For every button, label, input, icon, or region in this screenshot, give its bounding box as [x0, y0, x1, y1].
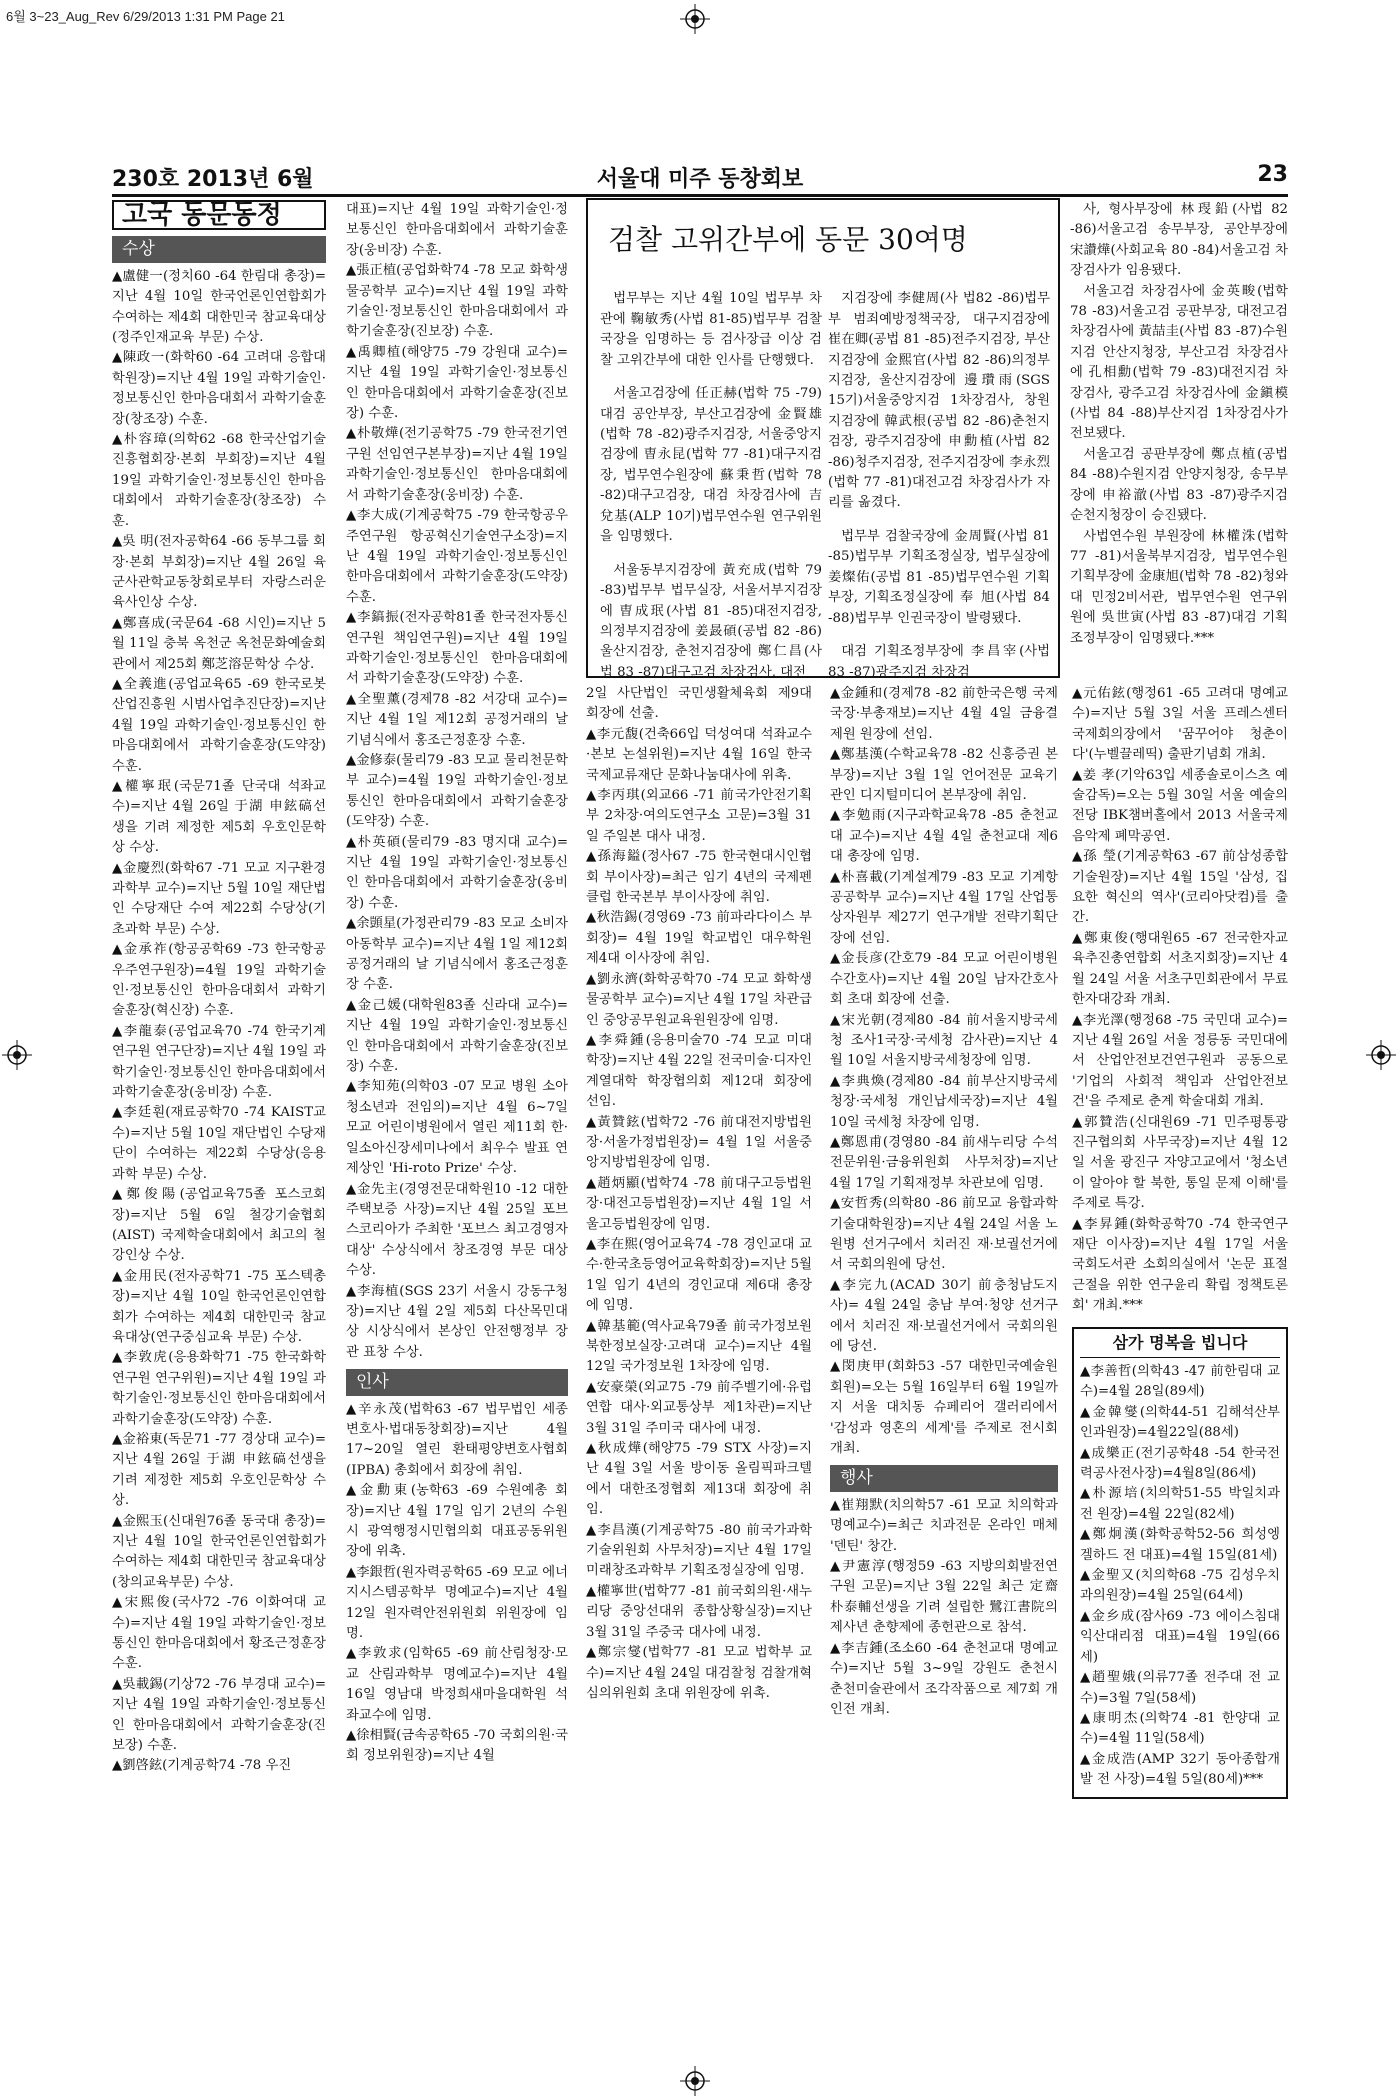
paragraph: ▲姜 孝(기악63입 세종솔로이스츠 예술감독)=오는 5월 30일 서울 예술의 전당 IBK챔버홀에서 2013 서울국제음악제 폐막공연.: [1072, 767, 1288, 844]
paragraph: ▲李丙琪(외교66 -71 前국가안전기획부 2차장·여의도연구소 고문)=3월 31일 주일본 대사 내정.: [586, 788, 812, 844]
paragraph: ▲金長彦(간호79 -84 모교 어린이병원 수간호사)=지난 4월 20일 남자간호사회 초대 회장에 선출.: [830, 951, 1058, 1008]
page-number: 23: [1257, 162, 1288, 187]
paragraph: ▲李典煥(경제80 -84 前부산지방국세청장·국세청 개인납세국장)=지난 4월 10일 국세청 차장에 임명.: [830, 1073, 1058, 1130]
paragraph: ▲崔翔默(치의학57 -61 모교 치의학과 명예교수)=최근 치과전문 온라인 매체 '덴틴' 창간.: [830, 1497, 1058, 1554]
paragraph: ▲李吉鍾(조소60 -64 춘천교대 명예교수)=지난 5월 3~9일 강원도 춘천시 춘천미술관에서 조각작품으로 제7회 개인전 개최.: [830, 1640, 1058, 1717]
paragraph: ▲安哲秀(의학80 -86 前모교 융합과학기술대학원장)=지난 4월 24일 서울 노원병 선거구에서 치러진 재·보궐선거에서 국회의원에 당선.: [830, 1196, 1058, 1273]
feature-headline: 검찰 고위간부에 동문 30여명: [608, 223, 968, 256]
paragraph: ▲張正植(공업화학74 -78 모교 화학생물공학부 교수)=지난 4월 19일 과학기술인·정보통신인 한마음대회에서 과학기술훈장(진보장) 수훈.: [346, 263, 568, 340]
paragraph: ▲李勉雨(지구과학교육78 -85 춘천교대 교수)=지난 4월 4일 춘천교대 제6대 총장에 임명.: [830, 808, 1058, 865]
paragraph: ▲郭贊浩(신대원69 -71 민주평통광진구협의회 사무국장)=지난 4월 12일 서울 광진구 자양고교에서 '청소년이 알아야 할 북한, 통일 문제 이해'를 주제로 특강.: [1072, 1114, 1288, 1212]
paragraph: ▲金成浩(AMP 32기 동아종합개발 전 사장)=4월 5일(80세)***: [1080, 1751, 1280, 1788]
column-1-body: [112, 267, 326, 1777]
section-header-personnel: 인사: [346, 1369, 568, 1395]
paragraph: ▲宋光朝(경제80 -84 前서울지방국세청 조사1국장·국세청 감사관)=지난 4월 10일 서울지방국세청장에 임명.: [830, 1012, 1058, 1069]
paragraph: ▲李銀哲(원자력공학65 -69 모교 에너지시스템공학부 명예교수)=지난 4월 12일 원자력안전위원회 위원장에 임명.: [346, 1564, 568, 1642]
paragraph: ▲鄭宗燮(법학77 -81 모교 법학부 교수)=지난 4월 24일 대검찰청 검찰개혁심의위원회 초대 위원장에 위촉.: [586, 1645, 812, 1701]
paragraph: ▲孫海鎰(정사67 -75 한국현대시인협회 부이사장)=최근 임기 4년의 국제펜클럽 한국본부 부이사장에 취임.: [586, 849, 812, 906]
paragraph: ▲李知苑(의학03 -07 모교 병원 소아청소년과 전임의)=지난 4월 6~7일 모교 어린이병원에서 열린 제11회 한·일소아신장세미나에서 최우수 발표 연제상인 'Hi-roto Prize' 수상.: [346, 1079, 568, 1177]
paragraph: ▲黃贊鉉(법학72 -76 前대전지방법원장·서울가정법원장)= 4월 1일 서울중앙지방법원장에 임명.: [586, 1114, 812, 1171]
column-1: [112, 200, 326, 1777]
paragraph: ▲尹憲淳(행정59 -63 지방의회발전연구원 고문)=지난 3월 22일 최근 定齋 朴泰輔선생을 기려 설립한 鷺江書院의 제사년 춘향제에 종헌관으로 참석.: [830, 1559, 1058, 1636]
feature-column-1: [600, 276, 822, 697]
paragraph: ▲金乡成(잠사69 -73 에이스침대 익산대리점 대표)=4월 19일(66세): [1080, 1608, 1280, 1665]
paragraph: ▲閔庚甲(회화53 -57 대한민국예술원 회원)=오는 5월 16일부터 6월 19일까지 서울 대치동 슈페리어 갤러리에서 '감성과 영혼의 세계'를 주제로 전시회 개최.: [830, 1359, 1058, 1457]
column-2: [346, 200, 568, 1767]
paragraph: 사, 형사부장에 林琝鉛(사법 82 -86)서울고검 송무부장, 공안부장에 宋讚燁(사회교육 80 -84)서울고검 차장검사가 임용됐다.: [1070, 202, 1288, 279]
paragraph: ▲朴源培(치의학51-55 박일치과 전 원장)=4월 22일(82세): [1080, 1486, 1280, 1522]
paragraph: ▲鄭東俊(행대원65 -67 전국한자교육추진총연합회 서초지회장)=지난 4월 24일 서울 서초구민회관에서 무료 한자대강좌 개최.: [1072, 930, 1288, 1008]
paragraph: ▲陳政一(화학60 -64 고려대 응합대학원장)=지난 4월 19일 과학기술인·정보통신인 한마음대회서 과학기술훈장(창조장) 수훈.: [112, 350, 326, 427]
paragraph: ▲朴容璋(의학62 -68 한국산업기술진흥협회장·본회 부회장)=지난 4월 19일 과학기술인·정보통신인 한마음대회에서 과학기술훈장(창조장) 수훈.: [112, 432, 326, 529]
paper-title: 서울대 미주 동창회보: [596, 167, 804, 192]
paragraph: ▲權寧珉(국문71졸 단국대 석좌교수)=지난 4월 26일 于湖 申鉉碻선생을 기려 제정한 제5회 우호인문학상 수상.: [112, 778, 326, 856]
paragraph: 서울고검 차장검사에 金英畯(법학 78 -83)서울고검 공판부장, 대전고검 차장검사에 黃喆圭(사법 83 -87)수원지검 안산지청장, 부산고검 차장검사에 孔相勳(법학 79 -83)대전지검 차장검사, 광주고검 차장검사에 金鎭模(사법 84 -88)부산지검 1차장검사가 전보됐다.: [1070, 283, 1288, 442]
page-header: [112, 162, 1288, 197]
paragraph: ▲金慶烈(화학67 -71 모교 지구환경과학부 교수)=지난 5월 10일 재단법인 수당재단 수여 제22회 수당상(기초과학 부문) 수상.: [112, 860, 326, 937]
paragraph: ▲李敦求(임학65 -69 前산림청장·모교 산림과학부 명예교수)=지난 4월 16일 영남대 박정희새마을대학원 석좌교수에 임명.: [346, 1646, 568, 1723]
paragraph: ▲吳 明(전자공학64 -66 동부그룹 회장·본회 부회장)=지난 4월 26일 육군사관학교동창회로부터 자랑스러운 육사인상 수상.: [112, 534, 326, 611]
section-title: 고국 동문동정: [112, 200, 326, 230]
paragraph: ▲李廷훤(재료공학70 -74 KAIST교수)=지난 5월 10일 재단법인 수당재단이 수여하는 제22회 수당상(응용과학 부문) 수상.: [112, 1105, 326, 1182]
paragraph: ▲李昇鍾(화학공학70 -74 한국연구재단 이사장)=지난 4월 17일 서울 국회도서관 소회의실에서 '논문 표절 근절을 위한 연구윤리 확립 정책토론회' 개최.***: [1072, 1216, 1288, 1314]
paragraph: ▲李敦虎(응용화학71 -75 한국화학연구원 연구위원)=지난 4월 19일 과학기술인·정보통신인 한마음대회에서 과학기술훈장(도약장) 수훈.: [112, 1350, 326, 1427]
column-4-events-body: [830, 1496, 1058, 1720]
paragraph: ▲金裕東(독문71 -77 경상대 교수)=지난 4월 26일 于湖 申鉉碻선생을 기려 제정한 제5회 우호인문학상 수상.: [112, 1431, 326, 1509]
paragraph: ▲徐相賢(금속공학65 -70 국회의원·국회 정보위원장)=지난 4월: [346, 1728, 568, 1764]
paragraph: ▲金用民(전자공학71 -75 포스텍총장)=지난 4월 10일 한국언론인연합회가 수여하는 제4회 대한민국 참교육대상(연구중심교육 부문) 수상.: [112, 1268, 326, 1345]
paragraph: ▲李元馥(건축66입 덕성여대 석좌교수·본보 논설위원)=지난 4월 16일 한국국제교류재단 문화나눔대사에 위촉.: [586, 726, 812, 783]
memorial-title: 삼가 명복을 빕니다: [1080, 1333, 1280, 1358]
paragraph: ▲成樂正(전기공학48 -54 한국전력공사전사장)=4월8일(86세): [1080, 1445, 1280, 1482]
paragraph: ▲朴喜載(기계설계79 -83 모교 기계항공공학부 교수)=지난 4월 17일 산업통상자원부 제27기 연구개발 전략기획단장에 선임.: [830, 869, 1058, 946]
paragraph: ▲全聖薰(경제78 -82 서강대 교수)=지난 4월 1일 제12회 공정거래의 날 기념식에서 홍조근정훈장 수훈.: [346, 691, 568, 748]
memorial-list: [1080, 1362, 1280, 1791]
paragraph: ▲孫 瑩(기계공학63 -67 前삼성종합기술원장)=지난 4월 15일 '삼성, 집요한 혁신의 역사'(코리아닷컴)를 출간.: [1072, 849, 1288, 926]
paragraph: ▲全義進(공업교육65 -69 한국로봇산업진흥원 시범사업추진단장)=지난 4월 19일 과학기술인·정보통신인 한마음대회에서 과학기술훈장(도약장) 수훈.: [112, 676, 326, 774]
paragraph: ▲安豪榮(외교75 -79 前주벨기에·유럽연합 대사·외교통상부 제1차관)=지난 3월 31일 주미국 대사에 내정.: [586, 1379, 812, 1436]
column-2-body: [346, 200, 568, 1363]
registration-mark-icon: [2, 1040, 32, 1070]
feature-article-box: [586, 198, 1060, 678]
paragraph: 법무부는 지난 4월 10일 법무부 차관에 鞠敏秀(사법 81-85)법무부 검찰국장을 임명하는 등 검사장급 이상 검찰 고위간부에 대한 인사를 단행했다.: [600, 291, 822, 368]
paragraph: ▲秋成燁(해양75 -79 STX 사장)=지난 4월 3일 서울 방이동 올림픽파크텔에서 대한조정협회 제13대 회장에 취임.: [586, 1441, 812, 1518]
paragraph: ▲余顗星(가정관리79 -83 모교 소비자아동학부 교수)=지난 4월 1일 제12회 공정거래의 날 기념식에서 홍조근정훈장 수훈.: [346, 916, 568, 993]
column-4-body: [830, 684, 1058, 1459]
memorial-box: [1072, 1327, 1288, 1799]
paragraph: 서울동부지검장에 黃充成(법학 79 -83)법무부 법무실장, 서울서부지검장에 曺成珉(사법 81 -85)대전지검장, 의정부지검장에 姜晸碩(공법 82 -86)울산지검장, 춘천지검장에 鄭仁昌(사법 83 -87)대구고검 차장검사, 대전: [600, 562, 822, 680]
column-5: [1072, 684, 1288, 1799]
paragraph: ▲趙聖娥(의류77졸 전주대 전 교수)=3월 7일(58세): [1080, 1670, 1280, 1706]
registration-mark-icon: [1366, 1040, 1396, 1070]
paragraph: ▲劉永濟(화학공학70 -74 모교 화학생물공학부 교수)=지난 4월 17일 차관급인 중앙공무원교육원원장에 임명.: [586, 971, 812, 1028]
paragraph: ▲鄭喜成(국문64 -68 시인)=지난 5월 11일 충북 옥천군 옥천문화예술회관에서 제25회 鄭芝溶문학상 수상.: [112, 615, 326, 672]
registration-mark-icon: [680, 2066, 710, 2096]
paragraph: ▲李光澤(행정68 -75 국민대 교수)=지난 4월 26일 서울 정릉동 국민대에서 산업안전보건연구원과 공동으로 '기업의 사회적 책임과 산업안전보건'을 주제로 춘계 학술대회 개최.: [1072, 1012, 1288, 1110]
paragraph: ▲李在煕(영어교육74 -78 경인교대 교수·한국초등영어교육학회장)=지난 5월 1일 임기 4년의 경인교대 제6대 총장에 임명.: [586, 1236, 812, 1314]
paragraph: ▲金修泰(물리79 -83 모교 물리천문학부 교수)=4월 19일 과학기술인·정보통신인 한마음대회에서 과학기술훈장(도약장) 수훈.: [346, 752, 568, 830]
paragraph: ▲金勳東(농학63 -69 수원예총 회장)=지난 4월 17일 임기 2년의 수원시 광역행정시민협의회 대표공동위원장에 위촉.: [346, 1483, 568, 1560]
issue-date: 230호 2013년 6월: [112, 167, 314, 192]
paragraph: ▲劉啓鉉(기계공학74 -78 우진: [112, 1758, 292, 1774]
print-slug: 6월 3~23_Aug_Rev 6/29/2013 1:31 PM Page 21: [6, 9, 285, 24]
paragraph: ▲朴敬燁(전기공학75 -79 한국전기연구원 선임연구본부장)=지난 4월 19일 과학기술인·정보통신인 한마음대회에서 과학기술훈장(웅비장) 수훈.: [346, 426, 568, 503]
paragraph: 2일 사단법인 국민생활체육회 제9대 회장에 선출.: [586, 686, 812, 722]
paragraph: ▲李鎬振(전자공학81졸 한국전자통신연구원 책임연구원)=지난 4월 19일 과학기술인·정보통신인 한마음대회에서 과학기술훈장(도약장) 수훈.: [346, 610, 568, 687]
paragraph: ▲李善哲(의학43 -47 前한림대 교수)=4월 28일(89세): [1080, 1364, 1280, 1400]
paragraph: ▲李龍泰(공업교육70 -74 한국기계연구원 연구단장)=지난 4월 19일 과학기술인·정보통신인 한마음대회에서 과학기술훈장(웅비장) 수훈.: [112, 1023, 326, 1101]
section-header-events: 행사: [830, 1465, 1058, 1491]
paragraph: 지검장에 李健周(사 법82 -86)법무부 범죄예방정책국장, 대구지검장에 崔在卿(공법 81 -85)전주지검장, 부산지검장에 金熙官(사법 82 -86)의정부지검장, 울산지검장에 邊瓚雨(SGS 15기)서울중앙지검 1차장검사, 창원지검장에 韓武根(공법 82 -86)춘천지검장, 광주지검장에 申勳植(사법 82 -86)청주지검장, 전주지검장에 李永烈(법학 77 -81)대전고검 차장검사가 자리를 옮겼다.: [828, 291, 1050, 511]
section-header-awards: 수상: [112, 236, 326, 262]
paragraph: ▲李昌漢(기계공학75 -80 前국가과학기술위원회 사무처장)=지난 4월 17일 미래창조과학부 기획조정실장에 임명.: [586, 1522, 812, 1579]
paragraph: ▲李大成(기계공학75 -79 한국항공우주연구원 항공혁신기술연구소장)=지난 4월 19일 과학기술인·정보통신인 한마음대회에서 과학기술훈장(도약장) 수훈.: [346, 508, 568, 605]
paragraph: 사법연수원 부원장에 林權洙(법학 77 -81)서울북부지검장, 법무연수원 기획부장에 金康旭(법학 78 -82)청와대 민정2비서관, 법무연수원 연구위원에 吳世寅(사법 83 -87)대검 기획조정부장이 임명됐다.***: [1070, 528, 1288, 646]
paragraph: ▲李海植(SGS 23기 서울시 강동구청장)=지난 4월 2일 제5회 다산목민대상 시상식에서 본상인 안전행정부 장관 표창 수상.: [346, 1283, 568, 1360]
column-2-personnel-body: [346, 1400, 568, 1767]
paragraph: ▲趙炳顯(법학74 -78 前대구고등법원장·대전고등법원장)=지난 4월 1일 서울고등법원장에 임명.: [586, 1175, 812, 1232]
paragraph: ▲權寧世(법학77 -81 前국회의원·새누리당 중앙선대위 종합상황실장)=지난 3월 31일 주중국 대사에 내정.: [586, 1583, 812, 1640]
paragraph: ▲鄭基漢(수학교육78 -82 신흥증권 본부장)=지난 3월 1일 언어전문 교육기관인 디지털미디어 본부장에 취임.: [830, 747, 1058, 804]
feature-column-2: [828, 276, 1050, 697]
paragraph: ▲金鍾和(경제78 -82 前한국은행 국제국장·부총재보)=지난 4월 4일 금융결제원 원장에 선임.: [830, 686, 1058, 742]
paragraph: ▲金韓燮(의학44-51 김해석산부인과원장)=4월22일(88세): [1080, 1404, 1280, 1441]
paragraph: ▲金承祚(항공공학69 -73 한국항공우주연구원장)=4월 19일 과학기술인·정보통신인 한마음대회서 과학기술훈장(혁신장) 수훈.: [112, 942, 326, 1019]
paragraph: ▲李完九(ACAD 30기 前충청남도지사)= 4월 24일 충남 부여·청양 선거구에서 치러진 재·보궐선거에서 국회의원에 당선.: [830, 1277, 1058, 1354]
paragraph: ▲禹卿植(해양75 -79 강원대 교수)=지난 4월 19일 과학기술인·정보통신인 한마음대회에서 과학기술훈장(진보장) 수훈.: [346, 344, 568, 422]
paragraph: ▲元佑鉉(행정61 -65 고려대 명예교수)=지난 5월 3일 서울 프레스센터 국제회의장에서 '꿈꾸어야 청춘이다'(누벨끌레띡) 출판기념회 개최.: [1072, 686, 1288, 763]
column-4: [830, 684, 1058, 1720]
paragraph: ▲康明杰(의학74 -81 한양대 교수)=4월 11일(58세): [1080, 1710, 1280, 1747]
paragraph: ▲盧健一(정치60 -64 한림대 총장)=지난 4월 10일 한국언론인연합회가 수여하는 제4회 대한민국 참교육대상(정주인재교육 부문) 수상.: [112, 268, 326, 346]
registration-mark-icon: [680, 4, 710, 34]
paragraph: ▲宋熙俊(국사72 -76 이화여대 교수)=지난 4월 19일 과학기술인·정보통신인 한마음대회에서 황조근정훈장 수훈.: [112, 1595, 326, 1672]
paragraph: 대검 기획조정부장에 李昌宰(사법 83 -87)광주지검 차장검: [828, 644, 1050, 680]
column-5-body: [1072, 684, 1288, 1317]
paragraph: ▲金熙玉(신대원76졸 동국대 총장)=지난 4월 10일 한국언론인연합회가 수여하는 제4회 대한민국 참교육대상(창의교육부문) 수상.: [112, 1513, 326, 1590]
paragraph: ▲吳載錫(기상72 -76 부경대 교수)=지난 4월 19일 과학기술인·정보통신인 한마음대회에서 과학기술훈장(진보장) 수훈.: [112, 1676, 326, 1754]
paragraph: ▲辛永茂(법학63 -67 법무법인 세종 변호사·법대동창회장)=지난 4월 17~20일 열린 환태평양변호사협회(IPBA) 총회에서 회장에 취임.: [346, 1401, 568, 1478]
column-4-top: [1070, 200, 1288, 649]
paragraph: ▲金己媛(대학원83졸 신라대 교수)=지난 4월 19일 과학기술인·정보통신인 한마음대회에서 과학기술훈장(진보장) 수훈.: [346, 997, 568, 1075]
paragraph: ▲鄭炯漢(화학공학52-56 희성엥겔하드 전 대표)=4월 15일(81세): [1080, 1527, 1280, 1563]
paragraph: 서울고검 공판부장에 鄭点植(공법 84 -88)수원지검 안양지청장, 송무부장에 申裕澈(사법 83 -87)광주지검 순천지청장이 승진됐다.: [1070, 446, 1288, 524]
paragraph: ▲鄭俊陽(공업교육75졸 포스코회장)=지난 5월 6일 철강기술협회(AIST) 국제학술대회에서 최고의 철강인상 수상.: [112, 1187, 326, 1264]
paragraph: 대표)=지난 4월 19일 과학기술인·정보통신인 한마음대회에서 과학기술훈장(웅비장) 수훈.: [346, 202, 568, 258]
paragraph: ▲李舜鍾(응용미술70 -74 모교 미대 학장)=지난 4월 22일 전국미술·디자인계열대학 학장협의회 제12대 회장에 선임.: [586, 1032, 812, 1110]
paragraph: ▲秋浩錫(경영69 -73 前파라다이스 부회장)= 4월 19일 학교법인 대우학원 제4대 이사장에 취임.: [586, 910, 812, 967]
paragraph: 서울고검장에 任正赫(법학 75 -79)대검 공안부장, 부산고검장에 金賢雄(법학 78 -82)광주지검장, 서울중앙지검장에 曺永昆(법학 77 -81)대구지검장, 법무연수원장에 蘇秉哲(법학 78 -82)대구고검장, 대검 차장검사에 吉兌基(ALP 10기)법무연수원 연구위원을 임명했다.: [600, 386, 822, 545]
paragraph: ▲朴英碩(물리79 -83 명지대 교수)=지난 4월 19일 과학기술인·정보통신인 한마음대회에서 과학기술훈장(웅비장) 수훈.: [346, 834, 568, 911]
paragraph: ▲韓基範(역사교육79졸 前국가정보원 북한정보실장·고려대 교수)=지난 4월 12일 국가정보원 1차장에 임명.: [586, 1318, 812, 1375]
paragraph: ▲鄭恩甫(경영80 -84 前새누리당 수석전문위원·금융위원회 사무처장)=지난 4월 17일 기획재정부 차관보에 임명.: [830, 1134, 1058, 1191]
paragraph: 법무부 검찰국장에 金周賢(사법 81 -85)법무부 기획조정실장, 법무실장에 姜燦佑(공법 81 -85)법무연수원 기획부장, 기획조정실장에 奉 旭(사법 84 -88)법무부 인권국장이 발령됐다.: [828, 529, 1050, 626]
column-3: [586, 684, 812, 1704]
paragraph: ▲金聖又(치의학68 -75 김성우치과의원장)=4월 25일(64세): [1080, 1568, 1280, 1604]
paragraph: ▲金先主(경영전문대학원10 -12 대한주택보증 사장)=지난 4월 25일 포브스코리아가 주최한 '포브스 최고경영자 대상' 수상식에서 창조경영 부문 대상 수상.: [346, 1181, 568, 1279]
